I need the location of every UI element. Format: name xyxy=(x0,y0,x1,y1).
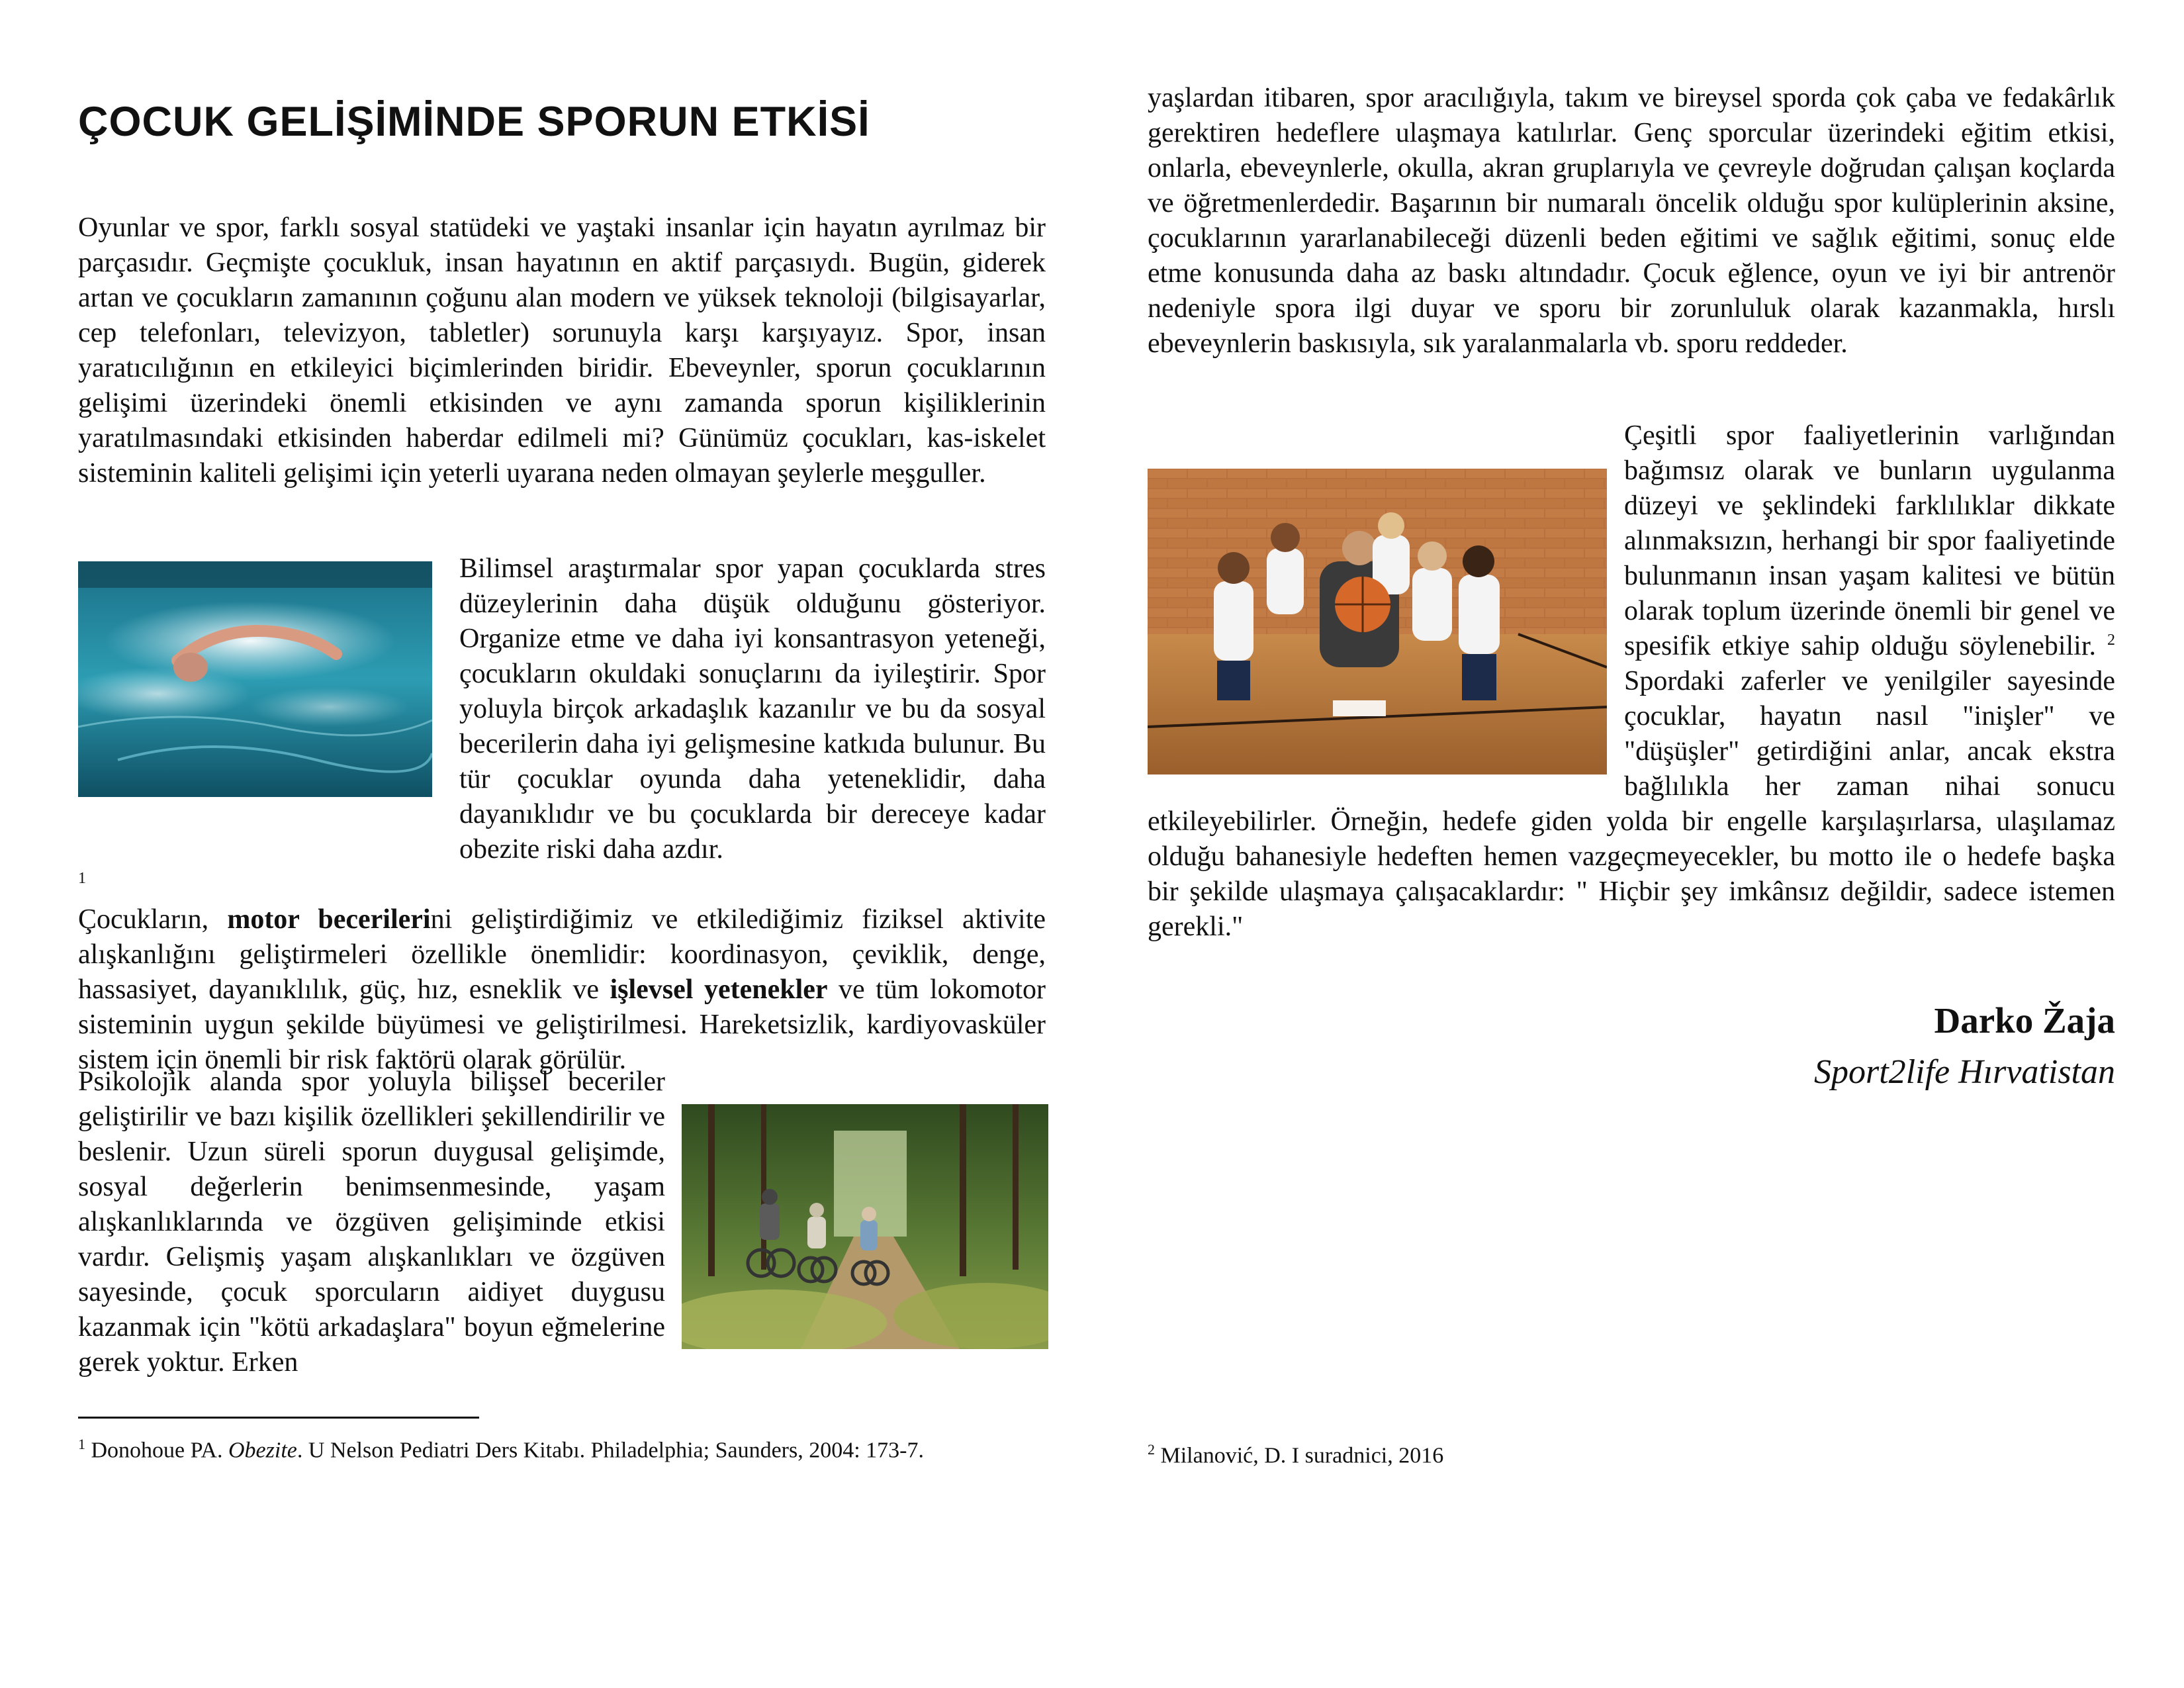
motor-skills-lead: Çocukların, xyxy=(78,904,209,935)
swimmer-photo xyxy=(78,561,432,797)
right-paragraph-2 xyxy=(1148,418,2115,945)
right-paragraph-2-text: Çeşitli spor faaliyetlerinin varlığından bağımsız olarak ve bunların uygulanma düzeyi ve şeklindeki farklılıklar dikkate alınmaksızın, herhangi bir spor faaliyetinde bulunmanın insan yaşam kalitesi ve bütün olarak toplum üzerinde önemli bir genel ve spesifik etkiye sahip olduğu söylenebilir. xyxy=(1624,420,2115,661)
right-paragraph-1: yaşlardan itibaren, spor aracılığıyla, takım ve bireysel sporda çok çaba ve fedakârlık gerektiren hedeflere ulaşmaya katılırlar. Genç sporcular üzerindeki eğitim etkisi, onlarla, ebeveynlerle, okulla, akran gruplarıyla ve çevreyle doğrudan çalışan koçlarda ve öğretmenlerdedir. Başarının bir numaralı öncelik olduğu spor kulüplerinin aksine, çocuklarının yararlanabileceği düzenli beden eğitimi ve sağlık eğitimi, sonuç elde etme konusunda daha az baskı altındadır. Çocuk eğlence, oyun ve iyi bir antrenör nedeniyle spora ilgi duyar ve sporu bir zorunluluk olarak kazanmakla, hırslı ebeveynlerin baskısıyla, sık yaralanmalarla vb. sporu reddeder. xyxy=(1148,83,2115,359)
left-paragraph-1: Oyunlar ve spor, farklı sosyal statüdeki ve yaştaki insanlar için hayatın ayrılmaz bir parçasıdır. Geçmişte çocukluk, insan hayatının en aktif parçasıydı. Bugün, giderek artan ve çocukların zamanının çoğunu alan modern ve yüksek teknoloji (bilgisayarlar, cep telefonları, televizyon, tabletler) sorunuyla karşı karşıyayız. Spor, insan yaratıcılığının en etkileyici biçimlerinden biridir. Ebeveynler, sporun çocuklarının gelişimi üzerindeki önemli etkisinden ve aynı zamanda sporun kişiliklerinin yaratılmasındaki etkisinden haberdar edilmeli mi? Günümüz çocukları, kas-iskelet sisteminin kaliteli gelişimi için yeterli uyarana neden olmayan şeylerle meşguller. xyxy=(78,212,1046,489)
swimmer-illustration xyxy=(78,561,432,797)
footnote-2-number: 2 xyxy=(1148,1441,1155,1458)
author-name: Darko Žaja xyxy=(1934,1000,2115,1041)
functional-abilities-bold: işlevsel yetenekler xyxy=(610,974,828,1005)
motor-skills-bold: motor becerileri xyxy=(227,904,431,935)
psychology-paragraph: Psikolojik alanda spor yoluyla bilişsel beceriler geliştirilir ve bazı kişilik özellikleri şekillendirilir ve beslenir. Uzun süreli sporun duygusal gelişimde, sosyal değerlerin benimsenmesinde, yaşam alışkanlıklarında ve özgüven gelişiminde etkisi vardır. Gelişmiş yaşam alışkanlıkları ve özgüven sayesinde, çocuk sporcuların aidiyet duygusu kazanmak için "kötü arkadaşlara" boyun eğmelerine gerek yoktur. Erken xyxy=(78,1066,665,1378)
footnote-1-title: Obezite xyxy=(228,1438,297,1463)
footnote-2 xyxy=(1148,1436,2115,1469)
footnote-1-author: Donohoue PA. xyxy=(91,1438,223,1463)
footnote-ref-2: 2 xyxy=(2107,632,2115,649)
motor-skills-tail: ve tüm lokomotor sisteminin uygun şekilde büyümesi ve geliştirilmesi. Hareketsizlik, kardiyovasküler sistem için önemli bir risk faktörü olarak görülür. xyxy=(78,974,1046,1075)
left-paragraph-2-wrapped xyxy=(459,551,1046,867)
footnote-ref-1: 1 xyxy=(78,870,86,887)
footnote-1 xyxy=(78,1431,1046,1464)
footnote-1-source: . U Nelson Pediatri Ders Kitabı. Philadelphia; Saunders, 2004: 173-7. xyxy=(296,1438,924,1463)
left-paragraph-2-text: Bilimsel araştırmalar spor yapan çocuklarda stres düzeylerinin daha düşük olduğunu gösteriyor. Organize etme ve daha iyi konsantrasyon yeteneği, çocukların okuldaki sonuçlarını da iyileştirir. Spor yoluyla birçok arkadaşlık kazanılır ve bu da sosyal becerilerin daha iyi gelişmesine katkıda bulunur. Bu tür çocuklar oyunda daha yeteneklidir, daha dayanıklıdır ve bu çocuklarda bir dereceye kadar obezite riski daha azdır. xyxy=(459,553,1046,865)
motor-skills-text: ni geliştirdiğimiz ve etkilediğimiz fiziksel aktivite alışkanlığını geliştirmeleri özellikle önemlidir: koordinasyon, çeviklik, denge, hassasiyet, dayanıklılık, güç, hız, esneklik ve xyxy=(78,904,1046,1005)
footnote-1-number: 1 xyxy=(78,1436,85,1452)
article-title: ÇOCUK GELİŞİMİNDE SPORUN ETKİSİ xyxy=(78,99,870,145)
left-paragraph-2-continued xyxy=(78,867,1046,1078)
left-paragraph-3 xyxy=(78,1064,1046,1380)
right-paragraph-2-continued: Spordaki zaferler ve yenilgiler sayesinde çocuklar, hayatın nasıl "inişler" ve "düşüşler" getirdiğini anlar, ancak ekstra bağlılıkla her zaman nihai sonucu etkileyebilirler. Örneğin, hedefe giden yolda bir engelle karşılaşırlarsa, ulaşılamaz olduğu bahanesiyle hedeften hemen vazgeçmeyecekler, bu motto ile o hedefe başka bir şekilde ulaşmaya çalışacaklardır: " Hiçbir şey imkânsız değildir, sadece istemen gerekli." xyxy=(1148,666,2115,942)
footnote-2-text: Milanović, D. I suradnici, 2016 xyxy=(1160,1443,1444,1468)
author-affiliation: Sport2life Hırvatistan xyxy=(1814,1053,2115,1091)
image-wrap-spacer xyxy=(1148,453,1624,784)
image-wrap-spacer-2 xyxy=(665,1100,1046,1364)
footnote-separator xyxy=(78,1417,479,1419)
